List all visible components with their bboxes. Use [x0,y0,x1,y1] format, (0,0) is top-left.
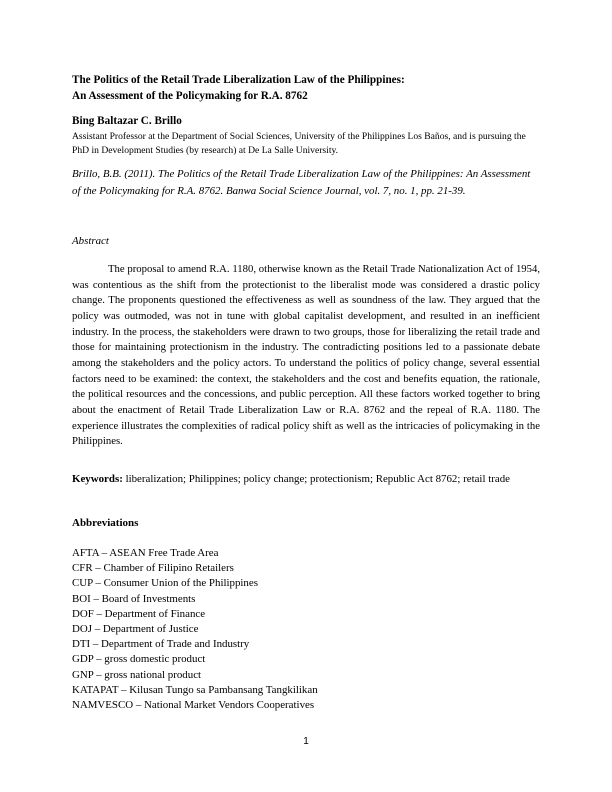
abbreviation-item: GNP – gross national product [72,668,202,681]
author-name: Bing Baltazar C. Brillo [72,115,182,127]
abbreviation-item: DOJ – Department of Justice [72,623,199,636]
abbreviation-item: AFTA – ASEAN Free Trade Area [72,547,219,559]
abbreviation-item: CFR – Chamber of Filipino Retailers [72,562,234,575]
abbreviations-list [72,546,540,713]
abbreviation-item: NAMVESCO – National Market Vendors Cooperatives [72,699,315,712]
abbreviation-item: GDP – gross domestic product [72,653,206,666]
abbreviation-item: DTI – Department of Trade and Industry [72,638,250,651]
paper-title-line-1: The Politics of the Retail Trade Liberalization Law of the Philippines: [72,74,405,86]
abbreviation-item: CUP – Consumer Union of the Philippines [72,577,258,590]
page-number: 1 [303,736,309,747]
author-affiliation: Assistant Professor at the Department of Social Sciences, University of the Philippines Los Baños, and is pursuing the PhD in Development Studies (by research) at De La Salle University. [72,131,526,156]
keywords [72,471,540,487]
abstract-body: The proposal to amend R.A. 1180, otherwise known as the Retail Trade Nationalization Act of 1954, was contentious as the shift from the protectionist to the liberalist mode was considered a drastic policy change. The proponents questioned the effectiveness as well as soundness of the law. They argued that the policy was outmoded, was not in tune with global capitalist development, and resulted in an inefficient industry. In the process, the stakeholders were drawn to two groups, those for liberalizing the retail trade and those for maintaining protectionism in the industry. The contradicting positions led to a passionate debate among the stakeholders and the policy actors. To understand the politics of policy change, several essential factors need to be examined: the context, the stakeholders and the cost and benefits equation, the rationale, the political resources and the concessions, and public perception. All these factors worked together to bring about the enactment of Retail Trade Liberalization Law or R.A. 8762 and the repeal of R.A. 1180. The experience illustrates the complexities of radical policy shift as well as the intricacies of policymaking in the Philippines. [72,263,540,448]
abbreviations-heading: Abbreviations [72,517,139,529]
abbreviation-item: DOF – Department of Finance [72,607,206,620]
abbreviation-item: KATAPAT – Kilusan Tungo sa Pambansang Tangkilikan [72,683,318,696]
paper-title-line-2: An Assessment of the Policymaking for R.A. 8762 [72,90,308,102]
keywords-text: liberalization; Philippines; policy change; protectionism; Republic Act 8762; retail trade [125,473,510,485]
keywords-label: Keywords: [72,473,123,485]
citation: Brillo, B.B. (2011). The Politics of the Retail Trade Liberalization Law of the Philippines: An Assessment of the Policymaking for R.A. 8762. Banwa Social Science Journal, vol. 7, no. 1, pp. 21-39. [72,168,531,197]
abbreviation-item: BOI – Board of Investments [72,592,196,605]
abstract-heading: Abstract [72,235,109,247]
paper-title [72,72,540,104]
